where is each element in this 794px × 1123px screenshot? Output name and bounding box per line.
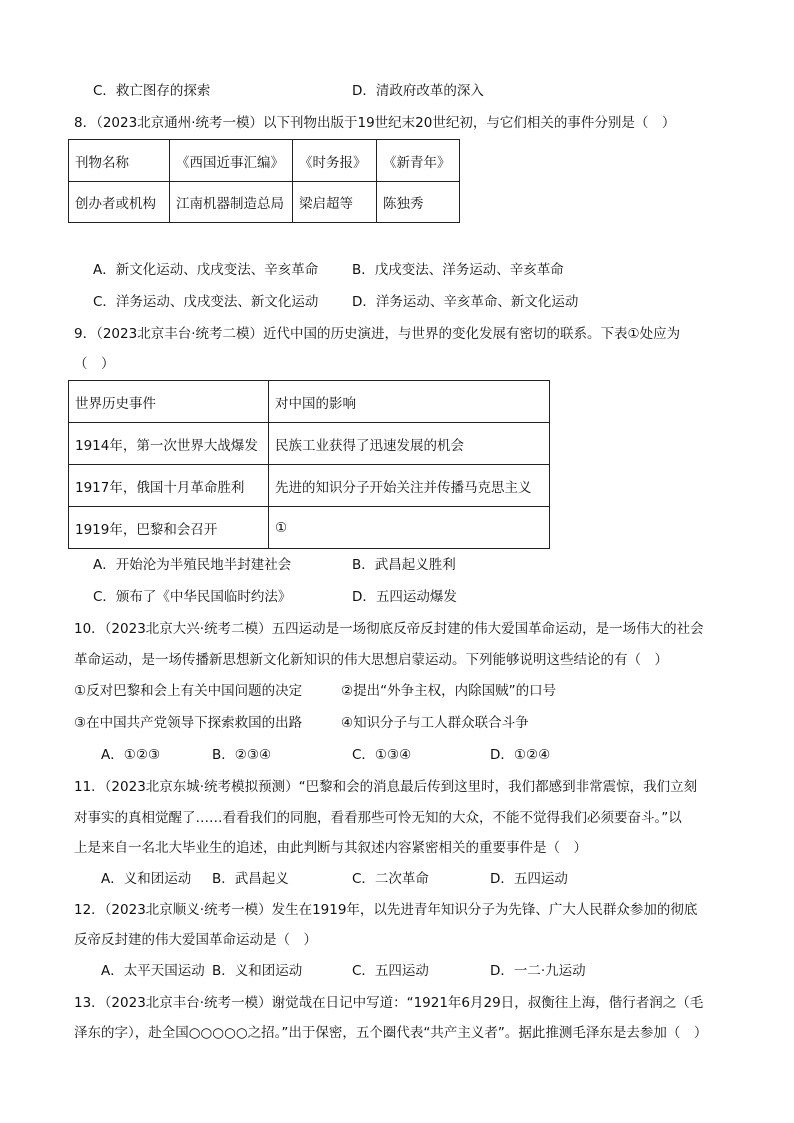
q11-stem-cont2: 上是来自一名北大毕业生的追述，由此判断与其叙述内容紧密相关的重要事件是（ ） [74,840,587,856]
table-row [69,381,550,423]
q10-item-2: ②提出“外争主权，内除国贼”的口号 [341,683,557,699]
q8-table [68,139,460,223]
q10-option-b: B．②③④ [212,747,272,763]
q12-stem-cont: 反帝反封建的伟大爱国革命运动是（ ） [74,932,317,948]
q7-option-d: D．清政府改革的深入 [352,83,484,99]
q9-table [68,380,550,549]
table-cell: 《新青年》 [377,140,460,182]
table-row [69,182,460,223]
q8-option-d: D．洋务运动、辛亥革命、新文化运动 [352,294,579,310]
table-row [69,507,550,549]
q11-stem-cont: 对事实的真相觉醒了……看看我们的同胞，看看那些可怜无知的大众，不能不觉得我们必须要奋斗。”以 [74,810,682,826]
q11-option-a: A．义和团运动 [101,871,192,887]
q12-option-c: C．五四运动 [352,963,429,979]
q10-stem-cont: 革命运动，是一场传播新思想新文化新知识的伟大思想启蒙运动。下列能够说明这些结论的有（ ） [74,652,668,668]
q7-option-c: C．救亡图存的探索 [93,83,211,99]
table-cell: 1914年，第一次世界大战爆发 [69,423,269,465]
q10-option-a: A．①②③ [101,747,161,763]
q10-item-4: ④知识分子与工人群众联合斗争 [341,715,529,731]
table-cell: 《时务报》 [293,140,377,182]
q11-stem: 11．（2023北京东城·统考模拟预测）“巴黎和会的消息最后传到这里时，我们都感到非常震惊，我们立刻 [74,779,698,795]
table-cell: 江南机器制造总局 [170,182,293,223]
table-row [69,465,550,507]
table-cell: 梁启超等 [293,182,377,223]
table-row [69,140,460,182]
table-cell: 创办者或机构 [69,182,170,223]
q9-option-b: B．武昌起义胜利 [352,557,456,573]
q12-option-a: A．太平天国运动 [101,963,205,979]
q11-option-c: C．二次革命 [352,871,429,887]
table-cell: 陈独秀 [377,182,460,223]
q8-stem: 8．（2023北京通州·统考一模）以下刊物出版于19世纪末20世纪初，与它们相关的事件分别是（ ） [74,115,676,131]
table-cell: 先进的知识分子开始关注并传播马克思主义 [269,465,550,507]
table-cell: ① [269,507,550,549]
q9-stem: 9．（2023北京丰台·统考二模）近代中国的历史演进，与世界的变化发展有密切的联系。下表①处应为 [74,326,681,342]
q10-option-d: D．①②④ [490,747,551,763]
table-cell: 对中国的影响 [269,381,550,423]
q10-item-1: ①反对巴黎和会上有关中国问题的决定 [74,683,303,699]
q8-option-c: C．洋务运动、戊戌变法、新文化运动 [93,294,319,310]
q11-option-b: B．武昌起义 [212,871,289,887]
table-cell: 刊物名称 [69,140,170,182]
q13-stem-cont: 泽东的字），赴全国○○○○○之招。”出于保密，五个圈代表“共产主义者”。据此推测毛泽东是去参加（ ） [74,1025,708,1041]
table-cell: 1919年，巴黎和会召开 [69,507,269,549]
table-cell: 1917年，俄国十月革命胜利 [69,465,269,507]
q10-item-3: ③在中国共产党领导下探索救国的出路 [74,715,303,731]
q12-stem: 12．（2023北京顺义·统考一模）发生在1919年，以先进青年知识分子为先锋、广大人民群众参加的彻底 [74,902,698,918]
table-row [69,423,550,465]
q10-stem: 10．（2023北京大兴·统考二模）五四运动是一场彻底反帝反封建的伟大爱国革命运动，是一场伟大的社会 [74,621,704,637]
q8-option-b: B．戊戌变法、洋务运动、辛亥革命 [352,262,564,278]
q13-stem: 13．（2023北京丰台·统考一模）谢觉哉在日记中写道：“1921年6月29日，叔衡往上海，偕行者润之（毛 [74,995,704,1011]
q12-option-d: D．一二·九运动 [490,963,586,979]
q9-option-a: A．开始沦为半殖民地半封建社会 [93,557,292,573]
q11-option-d: D．五四运动 [490,871,568,887]
q9-option-c: C．颁布了《中华民国临时约法》 [93,589,292,605]
q12-option-b: B．义和团运动 [212,963,303,979]
table-cell: 民族工业获得了迅速发展的机会 [269,423,550,465]
q9-option-d: D．五四运动爆发 [352,589,457,605]
q8-option-a: A．新文化运动、戊戌变法、辛亥革命 [93,262,319,278]
table-cell: 世界历史事件 [69,381,269,423]
q10-option-c: C．①③④ [352,747,412,763]
table-cell: 《西国近事汇编》 [170,140,293,182]
q9-stem-cont: （ ） [74,356,115,372]
